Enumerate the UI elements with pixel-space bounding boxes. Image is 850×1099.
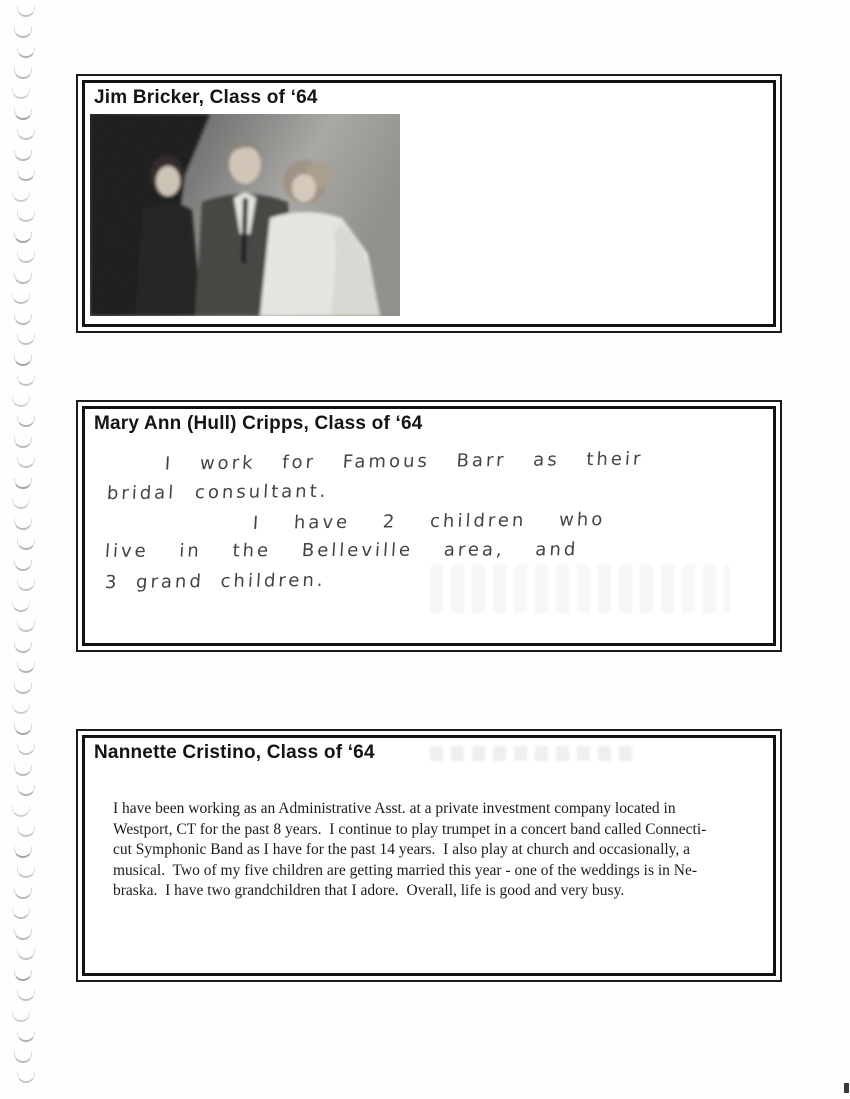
binding-hole-mark xyxy=(12,703,30,714)
binding-hole-mark xyxy=(14,888,32,899)
binding-hole-mark xyxy=(14,27,32,38)
binding-hole-mark xyxy=(14,68,32,79)
binding-hole-mark xyxy=(17,47,35,58)
binding-hole-mark xyxy=(17,416,35,427)
binding-hole-mark xyxy=(12,498,30,509)
entry-box-mary-ann-cripps xyxy=(76,400,782,652)
binding-hole-mark xyxy=(17,129,35,140)
binding-hole-mark xyxy=(17,785,35,796)
binding-hole-mark xyxy=(14,642,32,653)
binding-hole-mark xyxy=(12,601,30,612)
group-photo-illustration xyxy=(90,114,400,316)
entry-title-mary-ann-cripps: Mary Ann (Hull) Cripps, Class of ‘64 xyxy=(94,413,423,434)
binding-hole-mark xyxy=(12,396,30,407)
binding-hole-mark xyxy=(17,457,35,468)
binding-hole-mark xyxy=(12,908,30,919)
binding-hole-mark xyxy=(14,273,32,284)
binding-hole-mark xyxy=(14,109,32,120)
entry-title-nannette-cristino: Nannette Cristino, Class of ‘64 xyxy=(94,742,375,763)
class-photo xyxy=(90,114,400,316)
binding-hole-mark xyxy=(17,1031,35,1042)
binding-hole-mark xyxy=(17,539,35,550)
bio-line: I have been working as an Administrative Asst. at a private investment company located in xyxy=(113,800,676,817)
entry-inner-border xyxy=(82,735,776,976)
binding-hole-mark xyxy=(12,1011,30,1022)
binding-hole-mark xyxy=(17,170,35,181)
binding-hole-mark xyxy=(14,970,32,981)
binding-hole-mark xyxy=(17,621,35,632)
binding-hole-mark xyxy=(14,519,32,530)
bio-line: musical. Two of my five children are getting married this year - one of the weddings is in Ne- xyxy=(113,861,698,879)
scan-bleedthrough-artifact xyxy=(430,565,730,613)
handwritten-line: I work for Famous Barr as their xyxy=(164,448,645,475)
handwritten-line: 3 grand children. xyxy=(104,569,327,594)
binding-hole-mark xyxy=(14,314,32,325)
binding-hole-mark xyxy=(12,806,30,817)
entry-title-jim-bricker: Jim Bricker, Class of ‘64 xyxy=(94,87,318,108)
binding-hole-mark xyxy=(17,375,35,386)
binding-hole-mark xyxy=(12,88,30,99)
binding-hole-mark xyxy=(14,1052,32,1063)
binding-hole-mark xyxy=(17,334,35,345)
bio-line: braska. I have two grandchildren that I adore. Overall, life is good and very busy. xyxy=(113,882,625,900)
entry-box-nannette-cristino xyxy=(76,729,782,982)
binding-hole-mark xyxy=(14,929,32,940)
handwritten-line: live in the Belleville area, and xyxy=(104,539,580,562)
handwritten-line: I have 2 children who xyxy=(252,509,606,534)
binding-hole-mark xyxy=(14,724,32,735)
binding-hole-mark xyxy=(14,765,32,776)
scan-bleedthrough-artifact xyxy=(430,746,640,761)
binding-hole-mark xyxy=(14,560,32,571)
typed-bio-paragraph xyxy=(113,799,768,902)
spiral-binding-rail xyxy=(8,6,42,1094)
binding-hole-mark xyxy=(14,437,32,448)
binding-hole-mark xyxy=(17,662,35,673)
binding-hole-mark xyxy=(14,847,32,858)
binding-hole-mark xyxy=(17,1072,35,1083)
entry-inner-border xyxy=(82,80,776,327)
binding-hole-mark xyxy=(17,252,35,263)
binding-hole-mark xyxy=(17,826,35,837)
scan-edge-speck xyxy=(844,1083,849,1093)
entry-box-jim-bricker xyxy=(76,74,782,333)
binding-hole-mark xyxy=(14,478,32,489)
binding-hole-mark xyxy=(17,580,35,591)
binding-hole-mark xyxy=(12,191,30,202)
binding-hole-mark xyxy=(12,293,30,304)
binding-hole-mark xyxy=(17,867,35,878)
binding-hole-mark xyxy=(14,683,32,694)
binding-hole-mark xyxy=(14,150,32,161)
binding-hole-mark xyxy=(17,949,35,960)
binding-hole-mark xyxy=(14,355,32,366)
handwritten-line: bridal consultant. xyxy=(106,480,330,505)
binding-hole-mark xyxy=(17,990,35,1001)
binding-hole-mark xyxy=(17,211,35,222)
binding-hole-mark xyxy=(17,6,35,17)
bio-line: cut Symphonic Band as I have for the past 14 years. I also play at church and occasionally, a xyxy=(113,841,691,859)
binding-hole-mark xyxy=(17,744,35,755)
bio-line: Westport, CT for the past 8 years. I continue to play trumpet in a concert band called Connecti- xyxy=(113,820,707,838)
binding-hole-mark xyxy=(14,232,32,243)
